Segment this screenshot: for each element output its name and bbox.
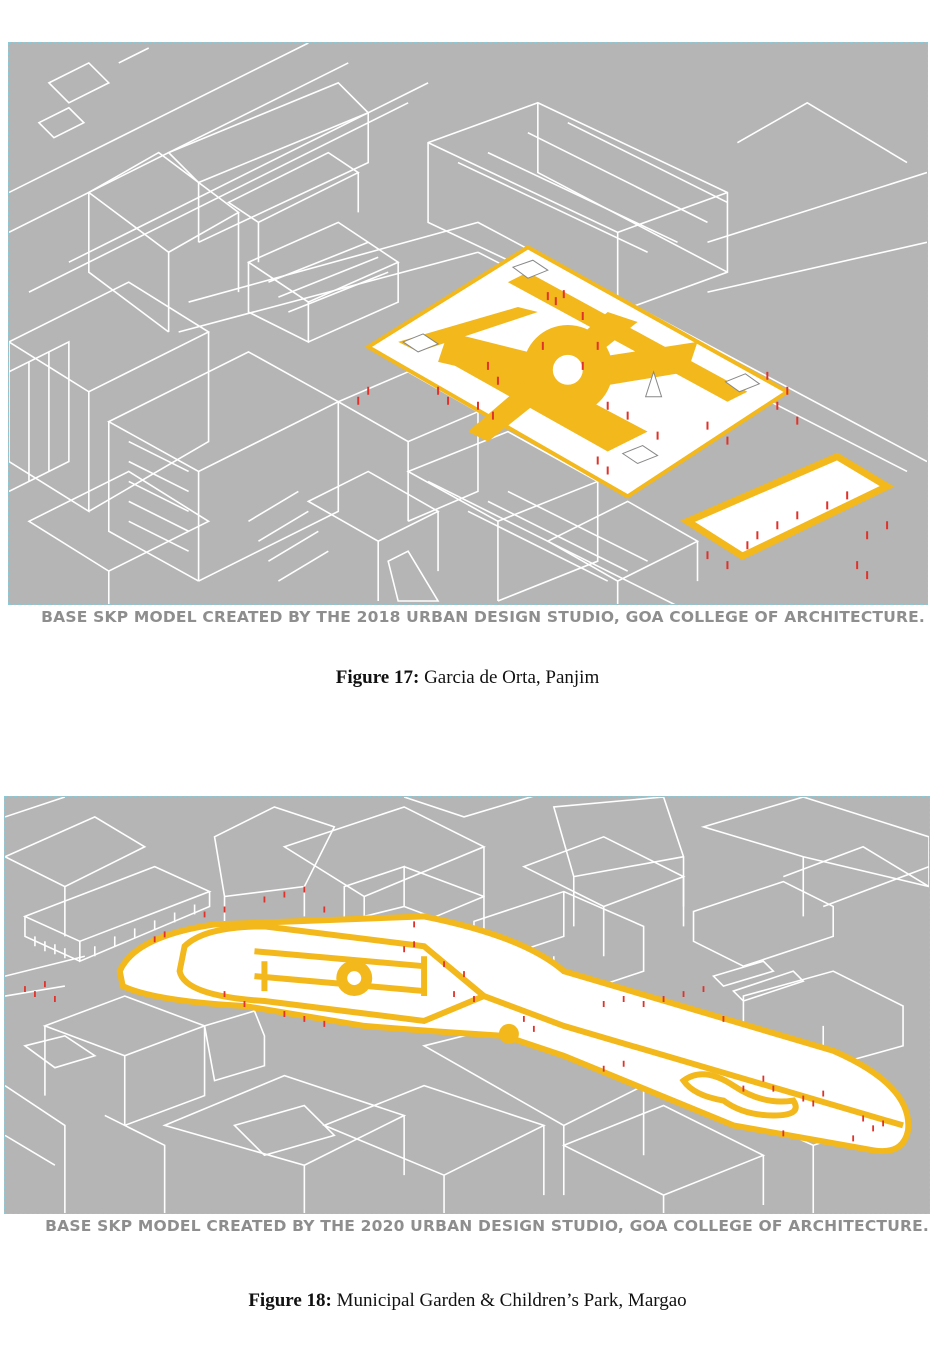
caption-text: Municipal Garden & Children’s Park, Margao xyxy=(331,1290,687,1311)
model-credit-2018: BASE SKP MODEL CREATED BY THE 2018 URBAN DESIGN STUDIO, GOA COLLEGE OF ARCHITECTURE. xyxy=(41,608,925,626)
caption-label: Figure 17: xyxy=(335,667,420,688)
axonometric-model-municipal-garden xyxy=(5,797,929,1213)
caption-text: Garcia de Orta, Panjim xyxy=(419,667,600,688)
axonometric-model-garcia-de-orta xyxy=(9,43,927,604)
figure-18-caption xyxy=(0,1290,935,1312)
caption-label: Figure 18: xyxy=(248,1290,332,1311)
figure-17-image xyxy=(8,42,928,605)
model-credit-2020: BASE SKP MODEL CREATED BY THE 2020 URBAN DESIGN STUDIO, GOA COLLEGE OF ARCHITECTURE. xyxy=(45,1217,929,1235)
figure-18-image xyxy=(4,796,930,1214)
figure-17-caption xyxy=(0,667,935,689)
